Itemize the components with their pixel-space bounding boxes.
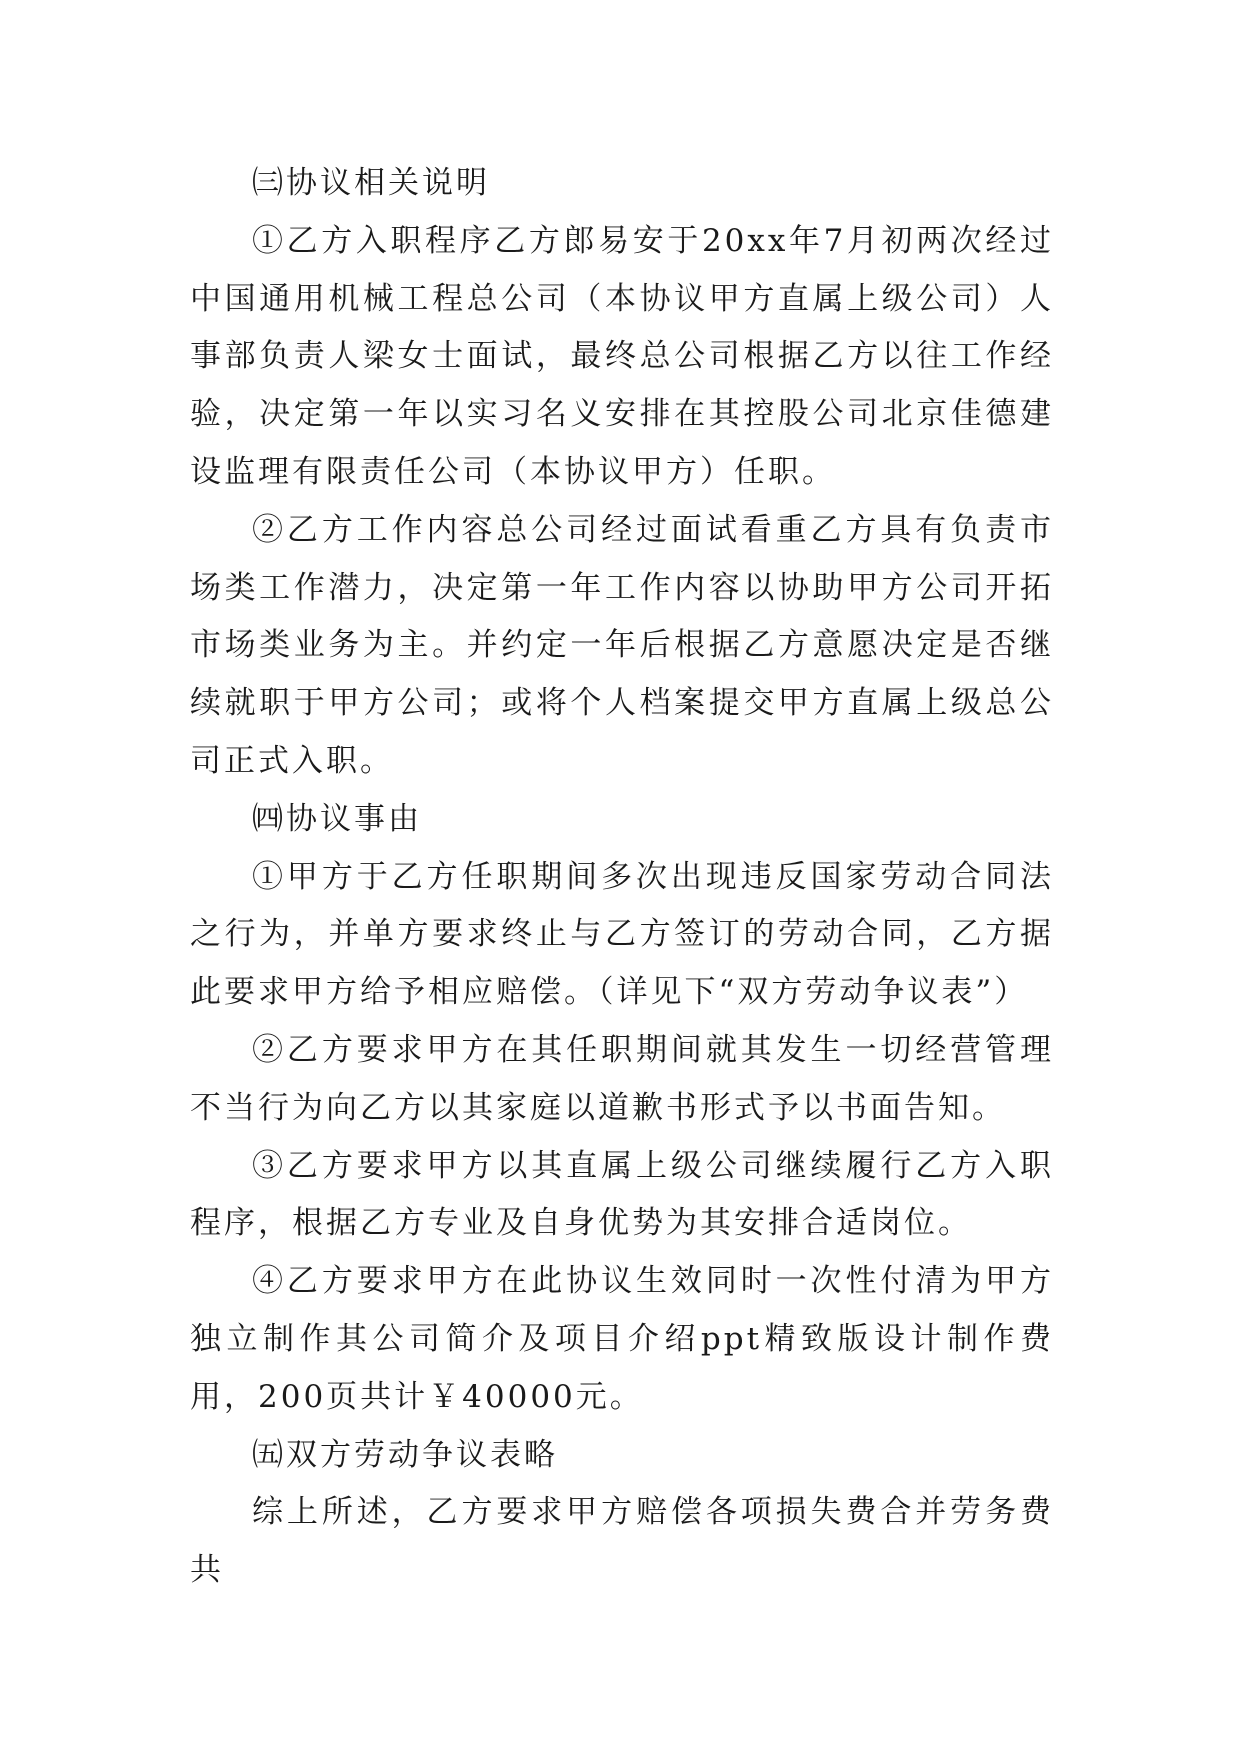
paragraph-entry-procedure: ①乙方入职程序乙方郎易安于20xx年7月初两次经过中国通用机械工程总公司（本协议甲方直属上级公司）人事部负责人梁女士面试，最终总公司根据乙方以往工作经验，决定第一年以实习名义安排在其控股公司北京佳德建设监理有限责任公司（本协议甲方）任职。 bbox=[190, 222, 1054, 490]
paragraph-claim-2: ②乙方要求甲方在其任职期间就其发生一切经营管理不当行为向乙方以其家庭以道歉书形式予以书面告知。 bbox=[190, 1031, 1054, 1126]
section-heading-5: ㈤双方劳动争议表略 bbox=[252, 1436, 558, 1473]
paragraph-work-content: ②乙方工作内容总公司经过面试看重乙方具有负责市场类工作潜力，决定第一年工作内容以协助甲方公司开拓市场类业务为主。并约定一年后根据乙方意愿决定是否继续就职于甲方公司；或将个人档案提交甲方直属上级总公司正式入职。 bbox=[190, 511, 1054, 779]
paragraph-claim-4: ④乙方要求甲方在此协议生效同时一次性付清为甲方独立制作其公司简介及项目介绍ppt精致版设计制作费用，200页共计￥40000元。 bbox=[190, 1263, 1054, 1415]
paragraph-claim-3: ③乙方要求甲方以其直属上级公司继续履行乙方入职程序，根据乙方专业及自身优势为其安排合适岗位。 bbox=[190, 1147, 1054, 1242]
section-heading-3: ㈢协议相关说明 bbox=[252, 165, 490, 201]
document-body bbox=[190, 155, 1054, 1600]
paragraph-claim-1: ①甲方于乙方任职期间多次出现违反国家劳动合同法之行为，并单方要求终止与乙方签订的劳动合同，乙方据此要求甲方给予相应赔偿。（详见下“双方劳动争议表”） bbox=[190, 858, 1054, 1011]
paragraph-summary: 综上所述，乙方要求甲方赔偿各项损失费合并劳务费共 bbox=[190, 1494, 1054, 1589]
section-heading-4: ㈣协议事由 bbox=[252, 800, 422, 837]
